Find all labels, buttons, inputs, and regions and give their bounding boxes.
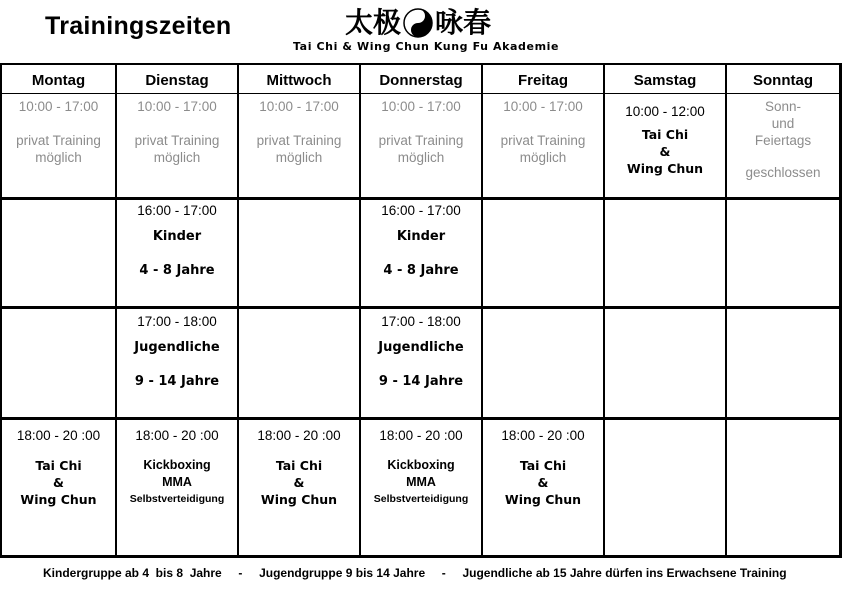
slot-label: möglich bbox=[153, 150, 201, 165]
slot-label: Selbstverteidigung bbox=[373, 493, 469, 505]
day-header-sunday: Sonntag bbox=[753, 72, 813, 89]
academy-subtitle: Tai Chi & Wing Chun Kung Fu Akademie bbox=[293, 40, 560, 53]
slot-wednesday-private bbox=[239, 98, 359, 166]
slot-label: & bbox=[53, 475, 64, 490]
slot-time: 18:00 - 20 :00 bbox=[16, 428, 101, 443]
slot-label: 9 - 14 Jahre bbox=[134, 374, 220, 389]
slot-tuesday-private bbox=[117, 98, 237, 166]
slot-label: 4 - 8 Jahre bbox=[139, 263, 215, 278]
slot-label: Wing Chun bbox=[504, 492, 582, 507]
day-header-thursday: Donnerstag bbox=[379, 72, 463, 89]
slot-tuesday-jugend bbox=[117, 313, 237, 390]
slot-label: Wing Chun bbox=[20, 492, 97, 507]
table-line bbox=[0, 417, 842, 420]
slot-label: privat Training bbox=[256, 133, 342, 148]
footer-note bbox=[43, 566, 787, 580]
slot-saturday-taichi bbox=[605, 103, 725, 177]
slot-time: 10:00 - 17:00 bbox=[381, 99, 461, 114]
slot-thursday-jugend bbox=[361, 313, 481, 390]
table-line bbox=[0, 555, 842, 558]
footer-jugend: Jugendgruppe 9 bis 14 Jahre bbox=[259, 566, 426, 580]
slot-label: privat Training bbox=[500, 133, 586, 148]
slot-tuesday-kinder bbox=[117, 202, 237, 279]
slot-label: Feiertags bbox=[754, 133, 812, 148]
slot-label: Wing Chun bbox=[626, 161, 704, 176]
slot-label: MMA bbox=[162, 475, 192, 489]
slot-time: 10:00 - 12:00 bbox=[625, 104, 705, 119]
slot-thursday-kickboxing bbox=[361, 427, 481, 508]
slot-label: und bbox=[771, 116, 795, 131]
slot-time: 16:00 - 17:00 bbox=[381, 203, 461, 218]
slot-label: Kinder bbox=[396, 229, 446, 244]
slot-label: Kinder bbox=[152, 229, 202, 244]
slot-label: MMA bbox=[406, 475, 436, 489]
page-title: Trainingszeiten bbox=[45, 12, 232, 40]
day-header-friday: Freitag bbox=[517, 72, 568, 89]
slot-friday-taichi bbox=[483, 427, 603, 508]
slot-thursday-private bbox=[361, 98, 481, 166]
slot-label: privat Training bbox=[16, 133, 101, 148]
day-header-wednesday: Mittwoch bbox=[266, 72, 332, 89]
slot-label: 9 - 14 Jahre bbox=[378, 374, 464, 389]
logo-wingchun-chars: 咏春 bbox=[435, 6, 492, 39]
slot-label: Jugendliche bbox=[378, 340, 464, 355]
slot-sunday-closed bbox=[727, 98, 839, 181]
slot-label: privat Training bbox=[134, 133, 220, 148]
slot-tuesday-kickboxing bbox=[117, 427, 237, 508]
slot-label: Kickboxing bbox=[143, 458, 211, 472]
slot-time: 16:00 - 17:00 bbox=[137, 203, 217, 218]
table-line bbox=[0, 306, 842, 309]
day-header-monday: Montag bbox=[31, 72, 86, 89]
slot-time: 18:00 - 20 :00 bbox=[379, 428, 463, 443]
day-header-tuesday: Dienstag bbox=[145, 72, 209, 89]
footer-separator: - bbox=[238, 566, 243, 580]
slot-wednesday-taichi bbox=[239, 427, 359, 508]
slot-label: Tai Chi bbox=[641, 127, 689, 142]
slot-label: Tai Chi bbox=[35, 458, 82, 473]
footer-separator: - bbox=[441, 566, 446, 580]
academy-logo bbox=[345, 6, 491, 40]
slot-label: möglich bbox=[35, 150, 82, 165]
footer-kinder: Kindergruppe ab 4 bis 8 Jahre bbox=[43, 566, 222, 580]
table-line bbox=[0, 197, 842, 200]
table-line bbox=[0, 93, 842, 94]
slot-time: 17:00 - 18:00 bbox=[381, 314, 461, 329]
slot-monday-taichi bbox=[2, 427, 115, 508]
slot-label: Tai Chi bbox=[275, 458, 323, 473]
slot-label: Jugendliche bbox=[134, 340, 220, 355]
slot-label: Selbstverteidigung bbox=[129, 493, 225, 505]
slot-time: 10:00 - 17:00 bbox=[137, 99, 217, 114]
slot-label: möglich bbox=[397, 150, 445, 165]
slot-time: 10:00 - 17:00 bbox=[503, 99, 583, 114]
slot-label: privat Training bbox=[378, 133, 464, 148]
slot-monday-private bbox=[2, 98, 115, 166]
slot-label: Wing Chun bbox=[260, 492, 338, 507]
slot-label: geschlossen bbox=[745, 165, 821, 180]
table-line bbox=[0, 63, 842, 65]
schedule-table bbox=[0, 63, 842, 558]
slot-label: & bbox=[537, 475, 549, 490]
slot-label: & bbox=[293, 475, 305, 490]
slot-time: 18:00 - 20 :00 bbox=[501, 428, 585, 443]
slot-label: möglich bbox=[275, 150, 323, 165]
slot-label: & bbox=[659, 144, 671, 159]
slot-time: 17:00 - 18:00 bbox=[137, 314, 217, 329]
slot-label: Sonn- bbox=[764, 99, 802, 114]
day-header-saturday: Samstag bbox=[633, 72, 697, 89]
yin-yang-icon bbox=[403, 8, 433, 38]
footer-erwachsene: Jugendliche ab 15 Jahre dürfen ins Erwachsene Training bbox=[462, 566, 787, 580]
slot-thursday-kinder bbox=[361, 202, 481, 279]
slot-time: 10:00 - 17:00 bbox=[259, 99, 339, 114]
slot-time: 18:00 - 20 :00 bbox=[257, 428, 341, 443]
slot-time: 10:00 - 17:00 bbox=[18, 99, 99, 114]
slot-friday-private bbox=[483, 98, 603, 166]
slot-label: möglich bbox=[519, 150, 567, 165]
slot-label: Kickboxing bbox=[387, 458, 455, 472]
slot-label: 4 - 8 Jahre bbox=[383, 263, 459, 278]
slot-label: Tai Chi bbox=[519, 458, 567, 473]
logo-taiji-chars: 太极 bbox=[345, 6, 402, 39]
slot-time: 18:00 - 20 :00 bbox=[135, 428, 219, 443]
